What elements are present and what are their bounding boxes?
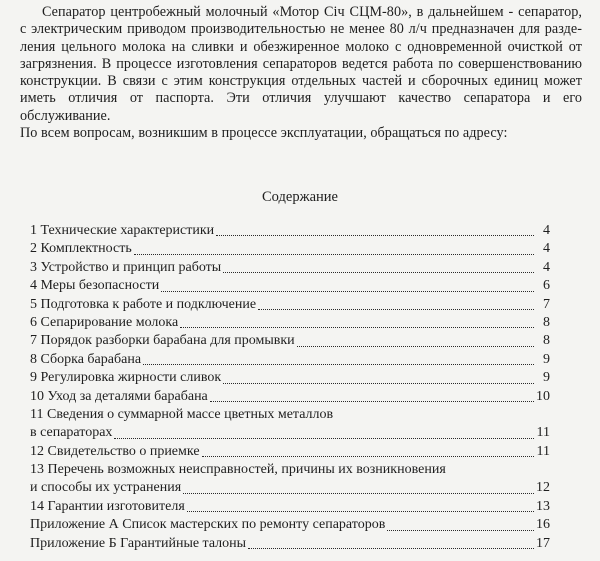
toc-entry-label: 8 Сборка барабана	[30, 351, 142, 367]
toc-entry-page: 4	[543, 222, 550, 238]
toc-entry-label: 1 Технические характеристики	[30, 222, 215, 238]
toc-leader-dots	[387, 529, 534, 531]
toc-leader-dots	[210, 400, 534, 402]
toc-entry-label: 6 Сепарирование молока	[30, 314, 179, 330]
toc-entry-label: 4 Меры безопасности	[30, 278, 160, 294]
toc-leader-dots	[248, 547, 534, 549]
toc-leader-dots	[297, 345, 534, 347]
toc-leader-dots	[216, 234, 534, 236]
toc-entry-page: 4	[543, 241, 550, 257]
toc-entry[interactable]	[30, 240, 550, 258]
toc-entry-label: в сепараторах	[30, 425, 113, 441]
intro-line: иметь отличия от паспорта. Эти отличия улучшают качество сепаратора и его обслуживание.	[20, 90, 582, 124]
toc-entry[interactable]	[30, 516, 550, 534]
toc-entry[interactable]	[30, 259, 550, 277]
intro-paragraph	[20, 4, 582, 142]
toc-leader-dots	[134, 253, 534, 255]
toc-entry[interactable]	[30, 498, 550, 516]
toc-entry-page: 13	[536, 498, 550, 514]
toc-entry-first-line[interactable]	[30, 406, 550, 424]
toc-entry-label: 10 Уход за деталями барабана	[30, 388, 208, 404]
toc-entry[interactable]	[30, 277, 550, 295]
toc-leader-dots	[223, 382, 534, 384]
toc-entry-label: Приложение Б Гарантийные талоны	[30, 535, 247, 551]
toc-leader-dots	[180, 326, 534, 328]
intro-line: Сепаратор центробежный молочный «Мотор Січ СЦМ-80», в дальнейшем - сепаратор,	[42, 4, 582, 20]
toc-leader-dots	[202, 455, 534, 457]
toc-leader-dots	[223, 271, 534, 273]
intro-line: По всем вопросам, возникшим в процессе эксплуатации, обращаться по адресу:	[20, 125, 508, 142]
toc-entry-page: 10	[536, 388, 550, 404]
toc-leader-dots	[187, 510, 534, 512]
toc-entry-page: 8	[543, 333, 550, 349]
toc-entry[interactable]	[30, 369, 550, 387]
toc-entry-label: 7 Порядок разборки барабана для промывки	[30, 333, 295, 349]
toc-entry-page: 11	[536, 425, 550, 441]
toc-entry[interactable]	[30, 314, 550, 332]
toc-entry-label: и способы их устранения	[30, 480, 182, 496]
toc-entry[interactable]	[30, 332, 550, 350]
contents-title: Содержание	[262, 189, 338, 205]
intro-line: загрязнения. В процессе изготовления сепараторов ведется работа по совершенствованию	[20, 55, 582, 72]
toc-entry-page: 9	[543, 370, 550, 386]
toc-entry-label: 2 Комплектность	[30, 241, 132, 257]
toc-leader-dots	[161, 290, 534, 292]
intro-line: ления цельного молока на сливки и обезжиренное молоко с одновременной очисткой от	[20, 38, 582, 55]
toc-entry[interactable]	[30, 296, 550, 314]
toc-entry-page: 6	[543, 278, 550, 294]
toc-entry-continuation[interactable]	[30, 479, 550, 497]
toc-leader-dots	[114, 437, 534, 439]
toc-entry-label: 9 Регулировка жирности сливок	[30, 370, 222, 386]
intro-line: конструкции. В связи с этим конструкция отдельных частей и сборочных единиц может	[20, 73, 582, 90]
toc-entry-label: 13 Перечень возможных неисправностей, причины их возникновения	[30, 462, 446, 478]
toc-entry-page: 17	[536, 535, 550, 551]
toc-leader-dots	[258, 308, 534, 310]
toc-entry-label: Приложение А Список мастерских по ремонту сепараторов	[30, 517, 386, 533]
toc-entry-continuation[interactable]	[30, 424, 550, 442]
toc-leader-dots	[143, 363, 534, 365]
toc-entry-page: 4	[543, 259, 550, 275]
toc-entry-page: 16	[536, 517, 550, 533]
toc-entry[interactable]	[30, 222, 550, 240]
toc-entry-page: 11	[536, 443, 550, 459]
toc-entry-page: 9	[543, 351, 550, 367]
toc-entry[interactable]	[30, 535, 550, 553]
table-of-contents	[30, 222, 550, 553]
toc-entry-page: 8	[543, 314, 550, 330]
toc-entry[interactable]	[30, 388, 550, 406]
toc-entry[interactable]	[30, 443, 550, 461]
toc-entry-label: 3 Устройство и принцип работы	[30, 259, 222, 275]
toc-entry-page: 12	[536, 480, 550, 496]
toc-entry-label: 12 Свидетельство о приемке	[30, 443, 200, 459]
intro-line: с электрическим приводом производительностью не менее 80 л/ч предназначен для разде-	[20, 21, 582, 38]
toc-entry-label: 5 Подготовка к работе и подключение	[30, 296, 257, 312]
toc-entry-page: 7	[543, 296, 550, 312]
toc-leader-dots	[183, 492, 534, 494]
toc-entry[interactable]	[30, 351, 550, 369]
toc-entry-label: 11 Сведения о суммарной массе цветных металлов	[30, 406, 334, 422]
toc-entry-first-line[interactable]	[30, 461, 550, 479]
toc-entry-label: 14 Гарантии изготовителя	[30, 498, 185, 514]
